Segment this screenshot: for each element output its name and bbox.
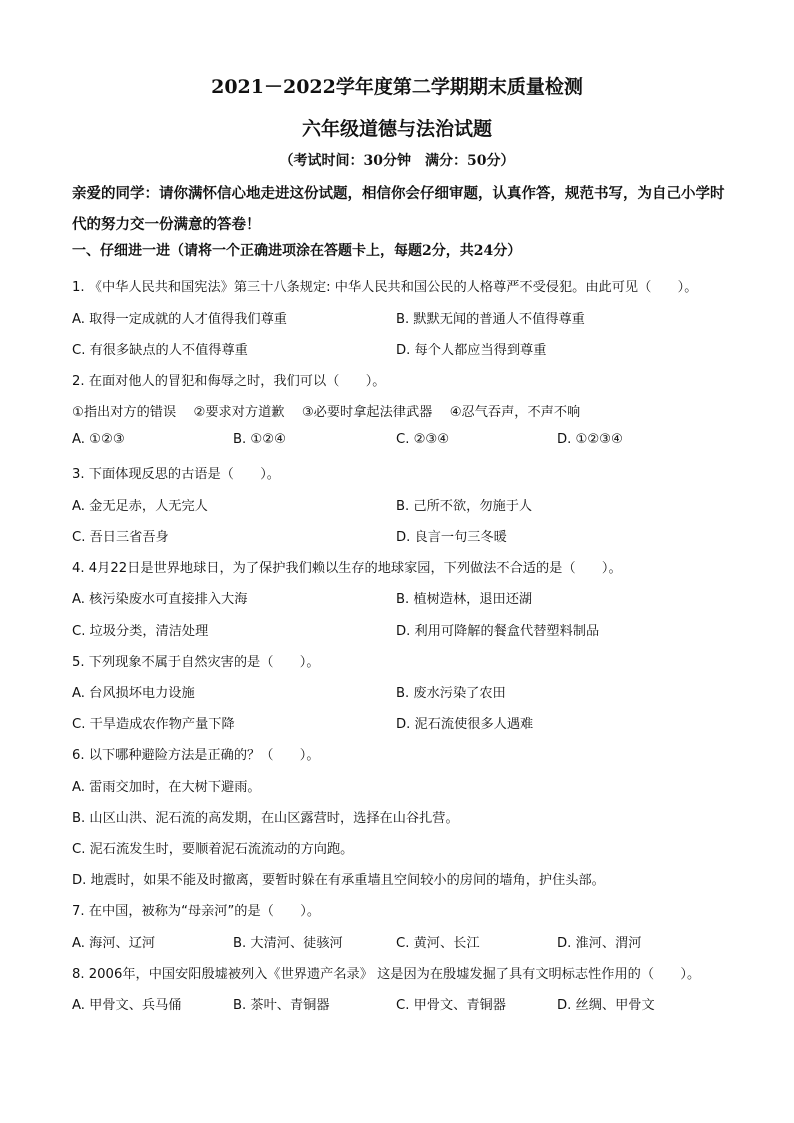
option-c: C. 甲骨文、青铜器 — [396, 998, 506, 1013]
option-b: B. 默默无闻的普通人不值得尊重 — [396, 312, 585, 327]
question-stem: 4. 4月22日是世界地球日，为了保护我们赖以生存的地球家园，下列做法不合适的是（ ）。 — [72, 561, 622, 576]
section-heading: 一、仔细进一进（请将一个正确进项涂在答题卡上，每题2分，共24分） — [72, 243, 522, 259]
exam-subject-title: 六年级道德与法治试题 — [301, 118, 492, 140]
option-d: D. 每个人都应当得到尊重 — [396, 343, 547, 358]
exam-info: （考试时间：30分钟 满分：50分） — [279, 153, 515, 169]
option-a: A. 甲骨文、兵马俑 — [72, 998, 182, 1013]
question-stem: 3. 下面体现反思的古语是（ ）。 — [72, 467, 280, 482]
option-d: D. 泥石流使很多人遇难 — [396, 717, 534, 732]
option-a: A. ①②③ — [72, 432, 125, 447]
option-b: B. ①②④ — [233, 432, 286, 447]
option-a: A. 核污染废水可直接排入大海 — [72, 592, 248, 607]
option-c: C. ②③④ — [396, 432, 450, 447]
question-stem: 5. 下列现象不属于自然灾害的是（ ）。 — [72, 655, 320, 670]
question-stem: 7. 在中国，被称为“母亲河”的是（ ）。 — [72, 904, 321, 919]
option-d: D. 淮河、渭河 — [557, 936, 642, 951]
question-stem: 8. 2006年，中国安阳殷墟被列入《世界遗产名录》 这是因为在殷墟发掘了具有文明标志性作用的（ ）。 — [72, 967, 701, 982]
option-b: B. 己所不欲，勿施于人 — [396, 499, 533, 514]
option-b: B. 植树造林，退田还湖 — [396, 592, 533, 607]
option-a: A. 金无足赤，人无完人 — [72, 499, 208, 514]
option-a: A. 取得一定成就的人才值得我们尊重 — [72, 312, 287, 327]
option-b: B. 山区山洪、泥石流的高发期，在山区露营时，选择在山谷扎营。 — [72, 811, 459, 826]
option-a: A. 台风损坏电力设施 — [72, 686, 195, 701]
option-c: C. 干旱造成农作物产量下降 — [72, 717, 235, 732]
option-b: B. 茶叶、青铜器 — [233, 998, 330, 1013]
option-a: A. 雷雨交加时，在大树下避雨。 — [72, 780, 261, 795]
question-stem: 2. 在面对他人的冒犯和侮辱之时，我们可以（ ）。 — [72, 374, 386, 389]
option-c: C. 黄河、长江 — [396, 936, 480, 951]
option-b: B. 废水污染了农田 — [396, 686, 506, 701]
option-c: C. 泥石流发生时，要顺着泥石流流动的方向跑。 — [72, 842, 354, 857]
option-c: C. 有很多缺点的人不值得尊重 — [72, 343, 248, 358]
option-b: B. 大清河、徒骇河 — [233, 936, 343, 951]
option-d: D. 良言一句三冬暖 — [396, 530, 507, 545]
option-d: D. ①②③④ — [557, 432, 623, 447]
question-statements: ①指出对方的错误 ②要求对方道歉 ③必要时拿起法律武器 ④忍气吞声，不声不响 — [72, 405, 581, 420]
intro-text: 亲爱的同学：请你满怀信心地走进这份试题，相信你会仔细审题，认真作答，规范书写，为自己小学时代的努力交一份满意的答卷！ — [72, 185, 725, 233]
option-a: A. 海河、辽河 — [72, 936, 156, 951]
option-c: C. 吾日三省吾身 — [72, 530, 169, 545]
option-d: D. 地震时，如果不能及时撤离，要暂时躲在有承重墙且空间较小的房间的墙角，护住头部。 — [72, 873, 605, 888]
question-stem: 6. 以下哪种避险方法是正确的？（ ）。 — [72, 748, 320, 763]
option-c: C. 垃圾分类，清洁处理 — [72, 624, 209, 639]
option-d: D. 丝绸、甲骨文 — [557, 998, 655, 1013]
exam-title: 2021－2022学年度第二学期期末质量检测 — [211, 76, 583, 98]
option-d: D. 利用可降解的餐盒代替塑料制品 — [396, 624, 600, 639]
question-stem: 1. 《中华人民共和国宪法》第三十八条规定: 中华人民共和国公民的人格尊严不受侵犯。由此可见（ ）。 — [72, 280, 698, 295]
